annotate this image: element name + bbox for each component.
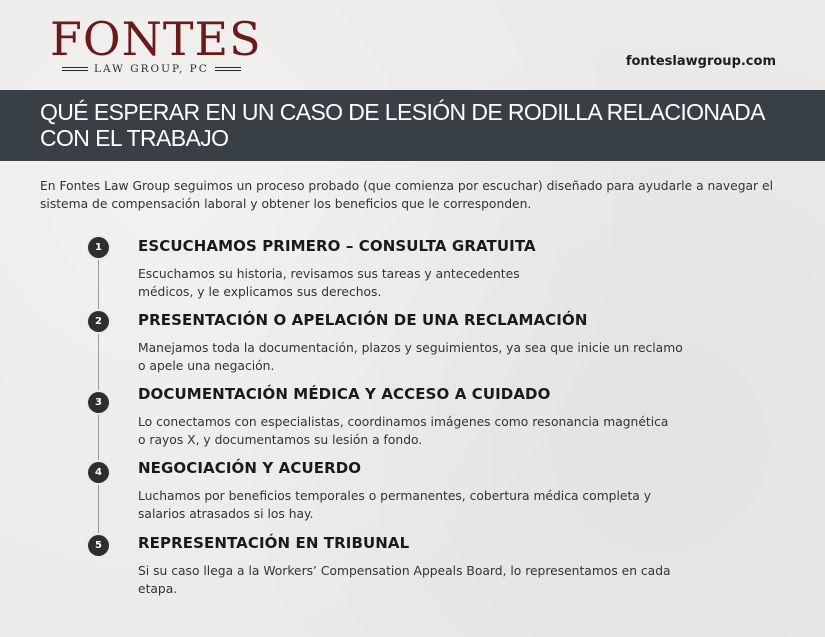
step-title: DOCUMENTACIÓN MÉDICA Y ACCESO A CUIDADO [138,385,551,403]
intro-paragraph: En Fontes Law Group seguimos un proceso probado (que comienza por escuchar) diseñado para ayudarle a navegar el sistema de compensación laboral y obtener los beneficios que le corresponden. [40,179,773,211]
step-number-badge: 1 [88,237,109,258]
fontes-logo [50,14,265,78]
step-description: Si su caso llega a la Workers’ Compensation Appeals Board, lo representamos en cada etapa. [138,564,671,596]
step-title: PRESENTACIÓN O APELACIÓN DE UNA RECLAMACIÓN [138,311,588,329]
title-banner [0,90,825,161]
step-number-badge: 5 [88,535,109,556]
step-number-badge: 3 [88,392,109,413]
step-title: NEGOCIACIÓN Y ACUERDO [138,459,362,477]
logo-subtitle-row [62,63,241,75]
step-title: ESCUCHAMOS PRIMERO – CONSULTA GRATUITA [138,237,536,255]
step-description: Manejamos toda la documentación, plazos y seguimientos, ya sea que inicie un reclamo o apele una negación. [138,341,683,373]
website-url: fonteslawgroup.com [625,54,776,69]
step-description: Lo conectamos con especialistas, coordinamos imágenes como resonancia magnética o rayos X, y documentamos su lesión a fondo. [138,415,669,447]
step-number-badge: 4 [88,462,109,483]
step-title: REPRESENTACIÓN EN TRIBUNAL [138,534,410,552]
step-number-badge: 2 [88,311,109,332]
logo-rule-right [215,67,241,71]
step-description: Luchamos por beneficios temporales o permanentes, cobertura médica completa y salarios atrasados si los hay. [138,489,652,521]
step-description: Escuchamos su historia, revisamos sus tareas y antecedentes médicos, y le explicamos sus derechos. [138,267,520,299]
logo-rule-left [62,67,88,71]
logo-subtitle: LAW GROUP, PC [94,63,209,75]
logo-wordmark: FONTES [50,12,262,66]
page-title: QUÉ ESPERAR EN UN CASO DE LESIÓN DE RODILLA RELACIONADA CON EL TRABAJO [40,99,764,151]
